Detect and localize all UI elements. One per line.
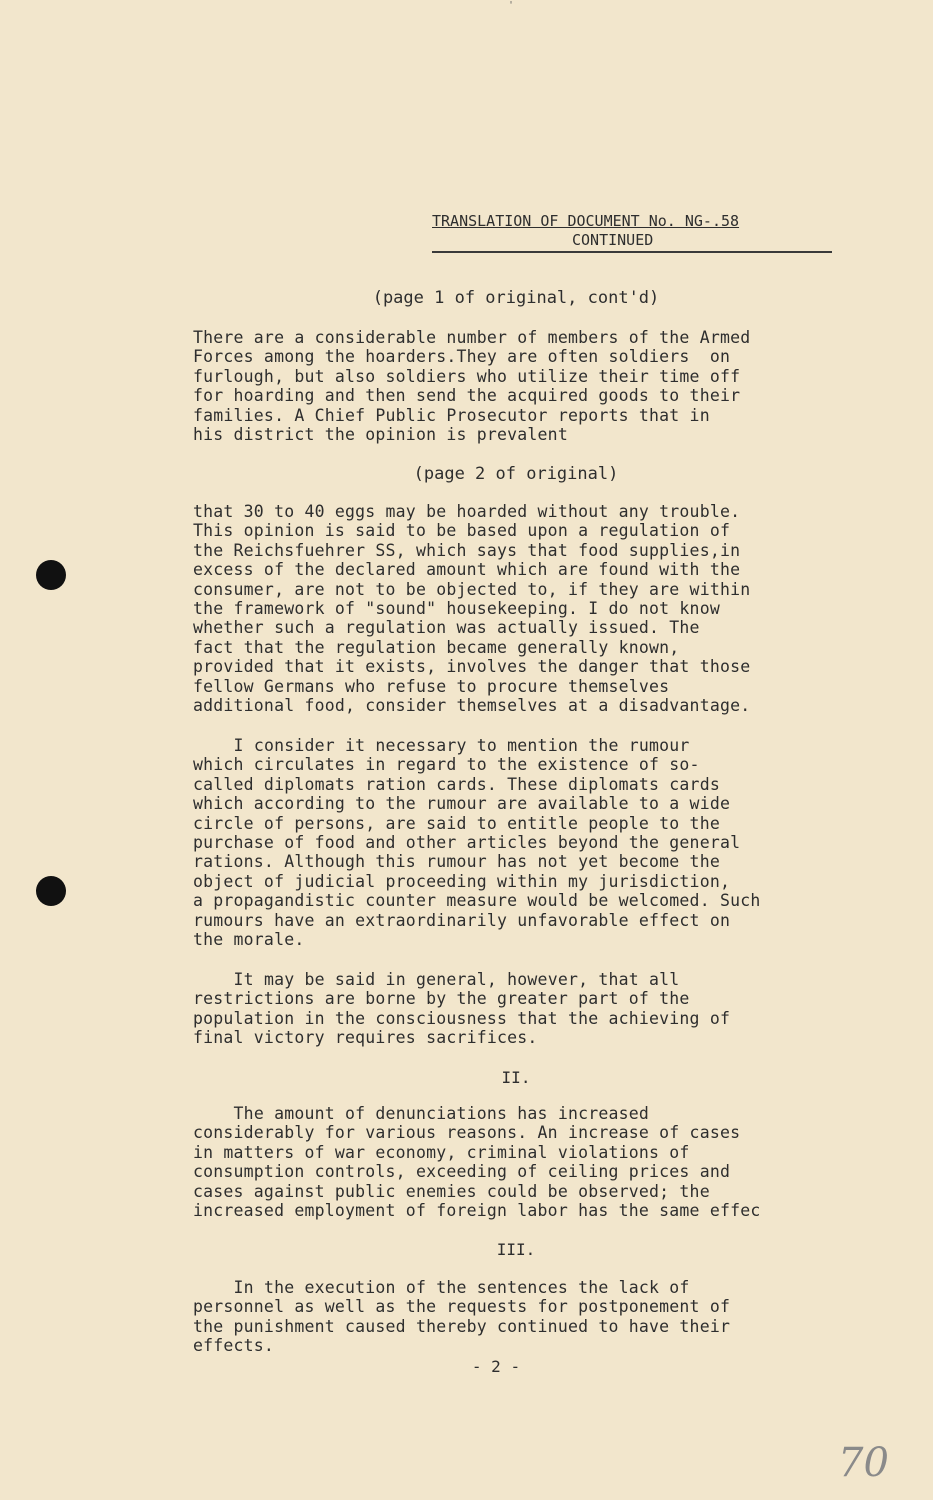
punch-hole-top [36,560,66,590]
page-note-1: (page 1 of original, cont'd) [372,288,660,308]
paragraph-rumour: I consider it necessary to mention the rumour which circulates in regard to the existence of so- called diplomats ration cards. These diplomats cards which according to the rumour are available to a wide circle of persons, are said to entitle people to the purchase of food and other articles beyond the general rations. Although this rumour has not yet become the object of judicial proceeding within my jurisdiction, a propagandistic counter measure would be welcomed. Such rumours have an extraordinarily unfavorable effect on the morale. [193,736,761,950]
paragraph-denunciations: The amount of denunciations has increased considerably for various reasons. An increase of cases in matters of war economy, criminal violations of consumption controls, exceeding of ceiling prices and cases against public enemies could be observed; the increased employment of foreign labor has the same effec [193,1104,761,1221]
scan-mark: ' [508,0,515,11]
page-number: - 2 - [471,1357,521,1376]
paragraph-sentences: In the execution of the sentences the lack of personnel as well as the requests for postponement of the punishment caused thereby continued to have their effects. [193,1278,731,1356]
page-note-2: (page 2 of original) [413,464,619,484]
punch-hole-bottom [36,876,66,906]
header-title: TRANSLATION OF DOCUMENT No. NG-.58 [432,212,740,230]
header-rule [432,251,832,253]
paragraph-general: It may be said in general, however, that all restrictions are borne by the greater part of the population in the consciousness that the achieving of final victory requires sacrifices. [193,970,731,1048]
section-heading-ii: II. [501,1068,531,1087]
translation-header [432,212,832,250]
paragraph-eggs: that 30 to 40 eggs may be hoarded without any trouble. This opinion is said to be based upon a regulation of the Reichsfuehrer SS, which says that food supplies,in excess of the declared amount which are found with the consumer, are not to be objected to, if they are within the framework of "sound" housekeeping. I do not know whether such a regulation was actually issued. The fact that the regulation became generally known, provided that it exists, involves the danger that those fellow Germans who refuse to procure themselves additional food, consider themselves at a disadvantage. [193,502,751,716]
header-continued: CONTINUED [572,231,654,249]
section-heading-iii: III. [496,1240,536,1259]
paragraph-hoarders: There are a considerable number of members of the Armed Forces among the hoarders.They are often soldiers on furlough, but also soldiers who utilize their time off for hoarding and then send the acquired goods to their families. A Chief Public Prosecutor reports that in his district the opinion is prevalent [193,328,751,445]
handwritten-page-number: 70 [838,1440,889,1486]
